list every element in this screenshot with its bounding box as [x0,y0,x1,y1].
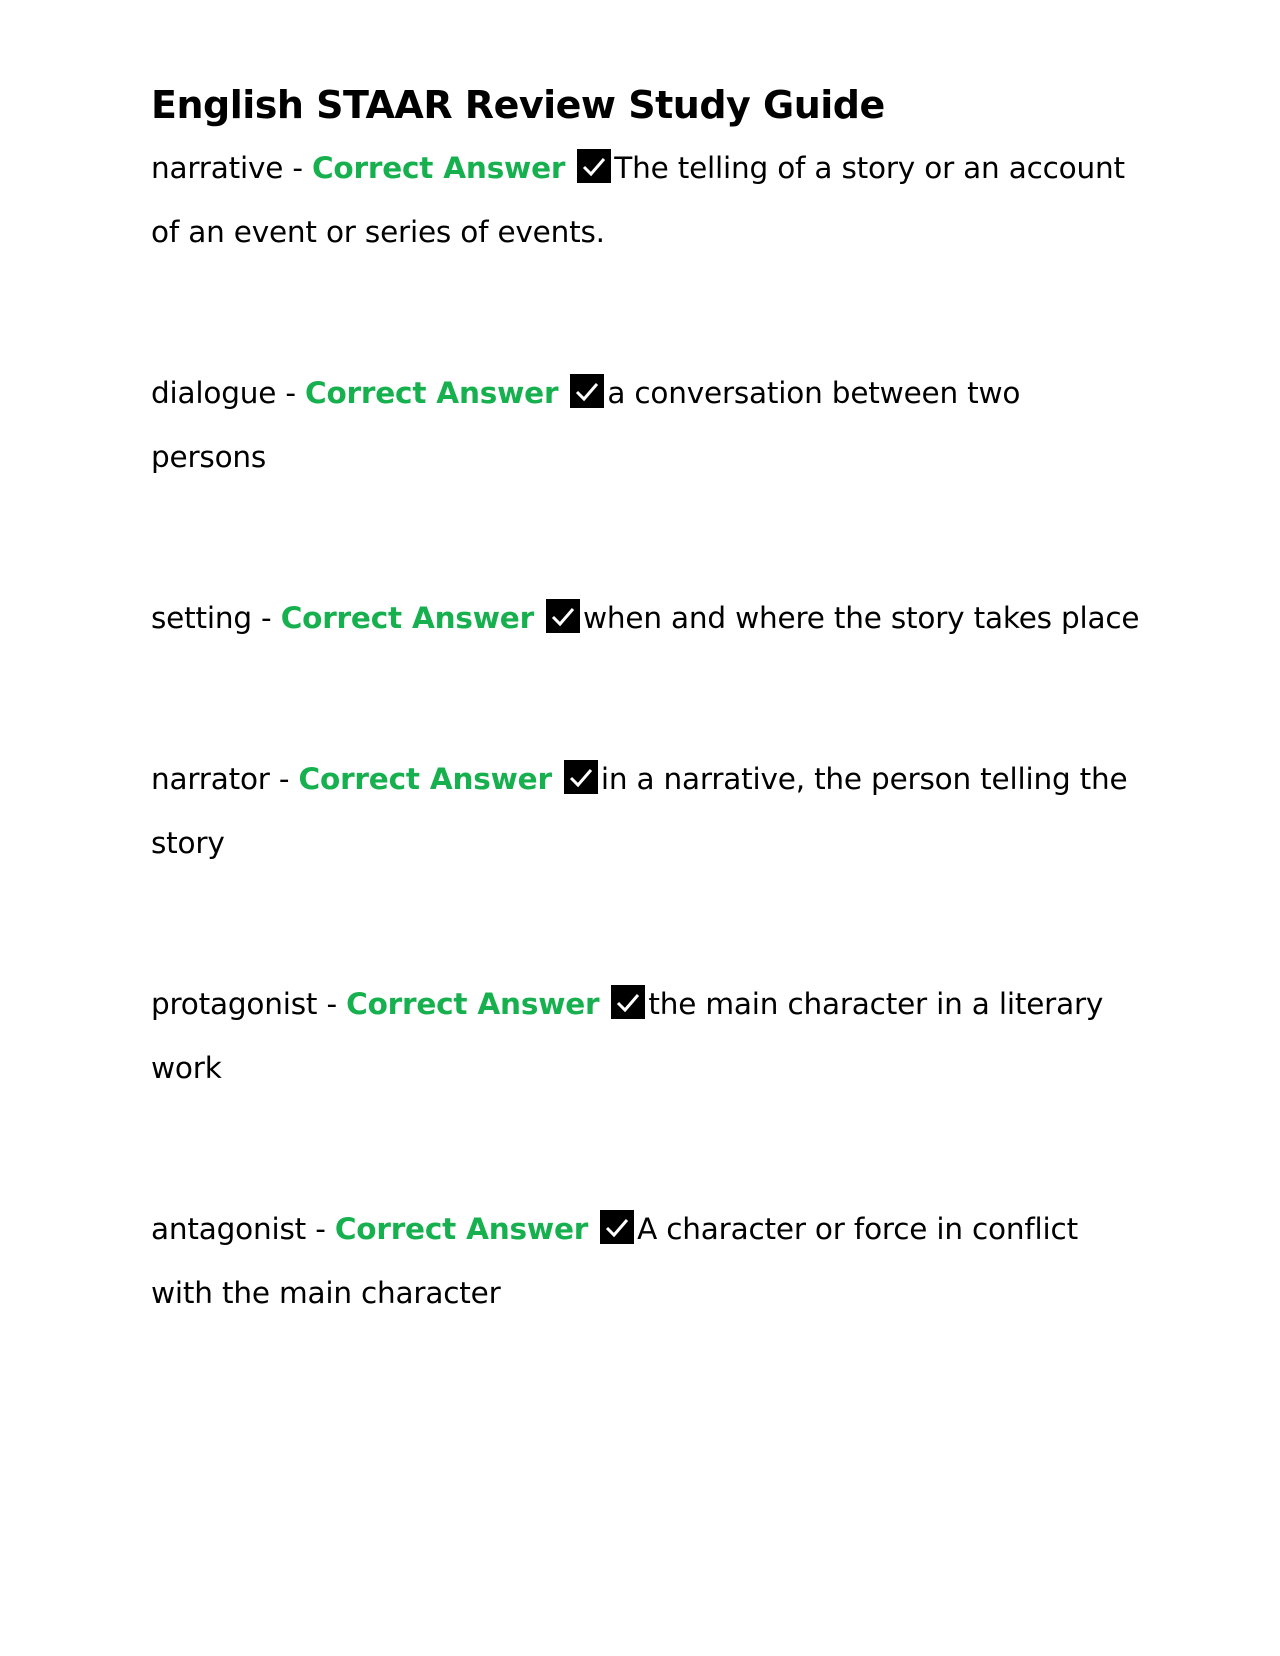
entry-definition: in a narrative, the person telling the story [151,762,1128,860]
checkmark-icon [570,374,604,408]
checkmark-icon [611,985,645,1019]
checkmark-icon [577,149,611,183]
entry-definition: The telling of a story or an account of an event or series of events. [151,151,1125,249]
entry-separator: - [317,987,347,1021]
correct-answer-label: Correct Answer [298,762,552,796]
entry-definition: A character or force in conflict with the main character [151,1212,1078,1310]
entry-term: narrator [151,762,270,796]
checkmark-icon [600,1210,634,1244]
page-title: English STAAR Review Study Guide [151,83,885,127]
entry-setting [151,586,1141,650]
entry-dialogue [151,361,1141,489]
entry-term: protagonist [151,987,318,1021]
entry-separator: - [283,151,312,185]
entry-term: setting [151,601,252,635]
checkmark-icon [546,599,580,633]
correct-answer-label: Correct Answer [346,987,600,1021]
entry-separator: - [306,1212,335,1246]
entry-separator: - [276,376,306,410]
entry-definition: when and where the story takes place [582,601,1140,635]
correct-answer-label: Correct Answer [311,151,566,185]
study-guide-page [151,76,1141,1422]
checkmark-icon [564,760,598,794]
entry-narrator [151,747,1141,875]
correct-answer-label: Correct Answer [334,1212,589,1246]
entry-separator: - [251,601,281,635]
entry-term: dialogue [151,376,277,410]
entry-definition: a conversation between two persons [151,376,1021,474]
entry-separator: - [269,762,299,796]
entry-term: antagonist [151,1212,307,1246]
entry-narrative [151,136,1141,264]
correct-answer-label: Correct Answer [305,376,559,410]
correct-answer-label: Correct Answer [280,601,534,635]
entry-term: narrative [151,151,284,185]
entry-antagonist [151,1197,1141,1325]
entry-protagonist [151,972,1141,1100]
entry-definition: the main character in a literary work [151,987,1104,1085]
